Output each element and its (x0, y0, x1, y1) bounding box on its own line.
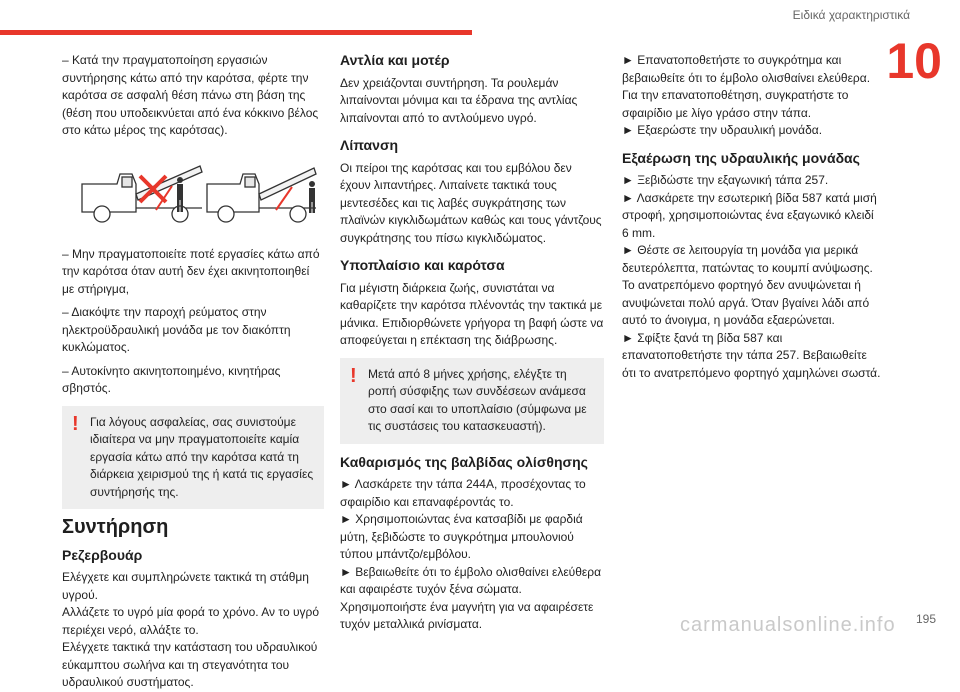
maintenance-heading: Συντήρηση (62, 516, 169, 538)
triangle-bullet-icon: ► (622, 173, 634, 187)
warning-box (62, 406, 324, 510)
list-item: ► Λασκάρετε την τάπα 244A, προσέχοντας το σφαιρίδιο και επαναφέροντάς το. (340, 477, 586, 509)
header-accent-bar (0, 30, 472, 35)
tank-text: Ελέγχετε τακτικά την κατάσταση του υδραυλικού εύκαμπτου σωλήνα και τη στεγανότητα του υδραυλικού συστήματος. (62, 640, 318, 689)
valve-heading: Καθαρισμός της βαλβίδας ολίσθησης (340, 453, 588, 470)
warning-icon: ! (72, 412, 79, 435)
triangle-bullet-icon: ► (340, 512, 352, 526)
note-text: Το ανατρεπόμενο φορτηγό δεν ανυψώνεται ή ανυψώνεται πολύ αργά. Όταν βγαίνει λάδι από αυτό το άνοιγμα, η μονάδα εξαερώνεται. (622, 278, 870, 327)
list-item: ► Χρησιμοποιώντας ένα κατσαβίδι με φαρδιά μύτη, ξεβιδώστε το συγκρότημα μπουλονιού τύπου μπάντζο/εμβόλου. (340, 512, 583, 561)
triangle-bullet-icon: ► (622, 53, 634, 67)
triangle-bullet-icon: ► (622, 123, 634, 137)
chassis-heading: Υποπλαίσιο και καρότσα (340, 257, 505, 273)
page-number: 195 (915, 612, 936, 626)
tank-text: Ελέγχετε και συμπληρώνετε τακτικά τη στάθμη υγρού. (62, 570, 309, 602)
lubrication-heading: Λίπανση (340, 137, 399, 153)
section-title: Ειδικά χαρακτηριστικά (792, 8, 910, 22)
list-item: ► Λασκάρετε την εσωτερική βίδα 587 κατά μισή στροφή, χρησιμοποιώντας ένα εξαγωνικό κλειδί 6 mm. (622, 190, 877, 240)
bleeding-heading: Εξαέρωση της υδραυλικής μονάδας (622, 149, 860, 166)
list-item: – Διακόψτε την παροχή ρεύματος στην ηλεκτροϋδραυλική μονάδα με τον διακόπτη κυκλώματος. (62, 305, 291, 354)
triangle-bullet-icon: ► (622, 330, 634, 345)
pump-heading: Αντλία και μοτέρ (340, 52, 450, 68)
column-3 (622, 52, 882, 382)
column-2 (340, 52, 604, 634)
list-item: ► Βεβαιωθείτε ότι το έμβολο ολισθαίνει ελεύθερα και αφαιρέστε τυχόν ξένα σώματα. Χρησιμοποιήστε ένα μαγνήτη για να αφαιρέσετε τυχόν μεταλλικά ρινίσματα. (340, 564, 602, 631)
list-item: – Αυτοκίνητο ακινητοποιημένο, κινητήρας σβηστός. (62, 363, 281, 395)
watermark: carmanualsonline.info (680, 614, 896, 636)
warning-icon: ! (350, 364, 357, 387)
pump-text: Δεν χρειάζονται συντήρηση. Τα ρουλεμάν λιπαίνονται μόνιμα και τα έδρανα της αντλίας λιπαίνονται από το αντλούμενο υγρό. (340, 75, 578, 125)
list-item: ► Σφίξτε ξανά τη βίδα 587 και επανατοποθετήστε την τάπα 257. Βεβαιωθείτε ότι το ανατρεπόμενο φορτηγό χαμηλώνει σωστά. (622, 330, 881, 380)
list-item: – Μην πραγματοποιείτε ποτέ εργασίες κάτω από την καρότσα όταν αυτή δεν έχει ακινητοποιηθεί με στήριγμα, (62, 246, 320, 296)
triangle-bullet-icon: ► (622, 243, 634, 257)
chapter-number: 10 (886, 33, 942, 89)
warning-text: Για λόγους ασφαλείας, σας συνιστούμε ιδιαίτερα να μην πραγματοποιείτε καμία εργασία κάτω από την καρότσα κατά τη διάρκεια χειρισμού της ή κατά τις εργασίες συντήρησής της. (90, 414, 314, 499)
list-item: ► Επανατοποθετήστε το συγκρότημα και βεβαιωθείτε ότι το έμβολο ολισθαίνει ελεύθερα. Για την επανατοποθέτηση, συγκρατήστε το σφαιρίδιο με λίγο γράσο στην τάπα. (622, 53, 871, 120)
tipper-illustration (62, 154, 324, 232)
truck-tipper-icon (62, 154, 324, 232)
list-item: ► Θέστε σε λειτουργία τη μονάδα για μερικά δευτερόλεπτα, πατώντας το κουμπί ανύψωσης. (622, 243, 873, 275)
lubrication-text: Οι πείροι της καρότσας και του εμβόλου δεν έχουν λιπαντήρες. Λιπαίνετε τακτικά τους μεντεσέδες και τις λαβές συγκράτησης των πλαϊνών κιγκλιδωμάτων καθώς και τους γάντζους συγκράτησης του πίσω κιγκλιδώματος. (340, 160, 602, 245)
tank-text: Αλλάζετε το υγρό μία φορά το χρόνο. Αν το υγρό περιέχει νερό, αλλάξτε το. (62, 605, 320, 637)
warning-box (340, 358, 604, 444)
triangle-bullet-icon: ► (340, 477, 352, 491)
chassis-text: Για μέγιστη διάρκεια ζωής, συνιστάται να καθαρίζετε την καρότσα πλένοντάς την τακτικά με μάνικα. Επιδιορθώνετε γρήγορα τη βαφή ώστε να αποφεύγεται η επέκταση της διάβρωσης. (340, 280, 604, 347)
triangle-bullet-icon: ► (622, 190, 634, 205)
list-item: ► Εξαερώστε την υδραυλική μονάδα. (622, 123, 823, 137)
warning-text: Μετά από 8 μήνες χρήσης, ελέγξτε τη ροπή σύσφιξης των συνδέσεων ανάμεσα στο σασί και το υποπλαίσιο (σύμφωνα με τις συστάσεις του κατασκευαστή). (368, 366, 587, 433)
intro-text: – Κατά την πραγματοποίηση εργασιών συντήρησης κάτω από την καρότσα, φέρτε την καρότσα σε ασφαλή θέση πάνω στη βάση της (θέση που υποδεικνύεται από ένα κόκκινο βέλος στο κάτω μέρος της καρότσας). (62, 53, 319, 137)
list-item: ► Ξεβιδώστε την εξαγωνική τάπα 257. (622, 173, 829, 187)
triangle-bullet-icon: ► (340, 564, 352, 579)
tank-heading: Ρεζερβουάρ (62, 546, 143, 563)
column-1 (62, 52, 324, 692)
